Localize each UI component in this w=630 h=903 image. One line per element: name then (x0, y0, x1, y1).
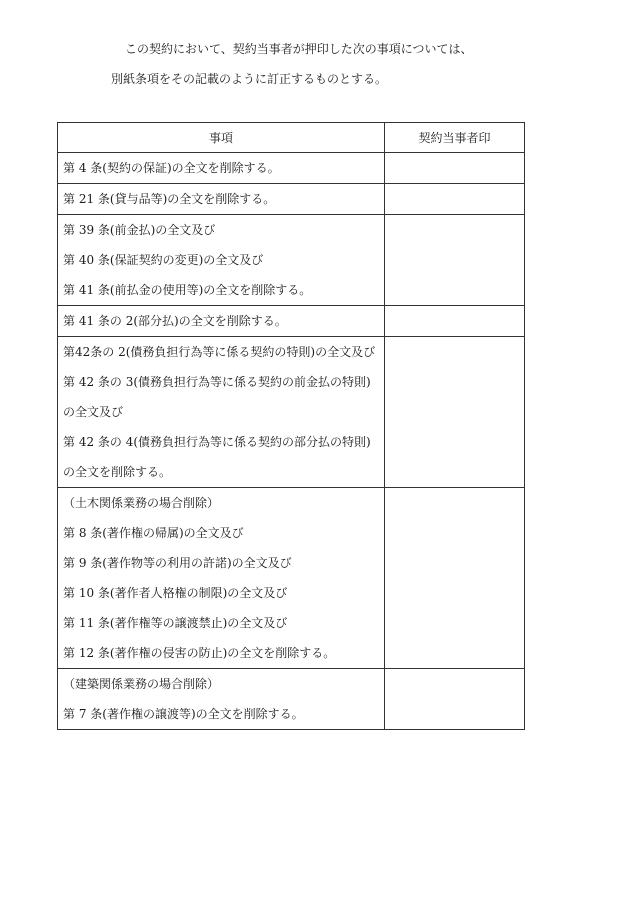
row-line: 第 4 条(契約の保証)の全文を削除する。 (63, 161, 280, 175)
seal-cell (385, 306, 525, 337)
revision-table (57, 122, 525, 730)
row-line: 第 11 条(著作権等の譲渡禁止)の全文及び (63, 616, 288, 630)
row-line: 第 40 条(保証契約の変更)の全文及び (63, 253, 264, 267)
row-line: 第 42 条の 4(債務負担行為等に係る契約の部分払の特則) (63, 435, 371, 449)
row-line: 第 41 条の 2(部分払)の全文を削除する。 (63, 314, 287, 328)
row-item-cell (58, 306, 385, 337)
intro-line-1: この契約において、契約当事者が押印した次の事項については、 (125, 42, 473, 56)
table-row (58, 306, 525, 337)
row-line: の全文を削除する。 (63, 465, 172, 479)
seal-cell (385, 215, 525, 306)
row-line: 第 12 条(著作権の侵害の防止)の全文を削除する。 (63, 646, 336, 660)
seal-cell (385, 488, 525, 669)
seal-cell (385, 184, 525, 215)
seal-cell (385, 153, 525, 184)
row-line: 第 10 条(著作者人格権の制限)の全文及び (63, 586, 288, 600)
row-line: （建築関係業務の場合削除） (63, 677, 220, 691)
table-row (58, 488, 525, 669)
table-row (58, 153, 525, 184)
table-header-row (58, 123, 525, 153)
seal-cell (385, 337, 525, 488)
row-line: の全文及び (63, 405, 124, 419)
row-line: 第 41 条(前払金の使用等)の全文を削除する。 (63, 283, 312, 297)
table-row (58, 184, 525, 215)
header-item-char-2: 項 (221, 131, 234, 145)
row-line: 第 8 条(著作権の帰属)の全文及び (63, 526, 244, 540)
header-seal: 契約当事者印 (385, 123, 525, 153)
seal-cell (385, 669, 525, 730)
row-line: 第 39 条(前金払)の全文及び (63, 223, 216, 237)
row-item-cell (58, 488, 385, 669)
table-row (58, 669, 525, 730)
row-item-cell (58, 669, 385, 730)
row-line: 第 9 条(著作物等の利用の許諾)の全文及び (63, 556, 292, 570)
row-item-cell (58, 215, 385, 306)
row-item-cell (58, 337, 385, 488)
table-row (58, 337, 525, 488)
header-item-char-1: 事 (208, 131, 221, 145)
row-line: 第42条の 2(債務負担行為等に係る契約の特則)の全文及び (63, 345, 376, 359)
row-item-cell (58, 184, 385, 215)
row-item-cell (58, 153, 385, 184)
header-item (58, 123, 385, 153)
row-line: 第 7 条(著作権の譲渡等)の全文を削除する。 (63, 707, 304, 721)
row-line: 第 21 条(貸与品等)の全文を削除する。 (63, 192, 276, 206)
table-row (58, 215, 525, 306)
row-line: 第 42 条の 3(債務負担行為等に係る契約の前金払の特則) (63, 375, 371, 389)
row-line: （土木関係業務の場合削除） (63, 496, 220, 510)
intro-line-2: 別紙条項をその記載のように訂正するものとする。 (111, 72, 388, 86)
